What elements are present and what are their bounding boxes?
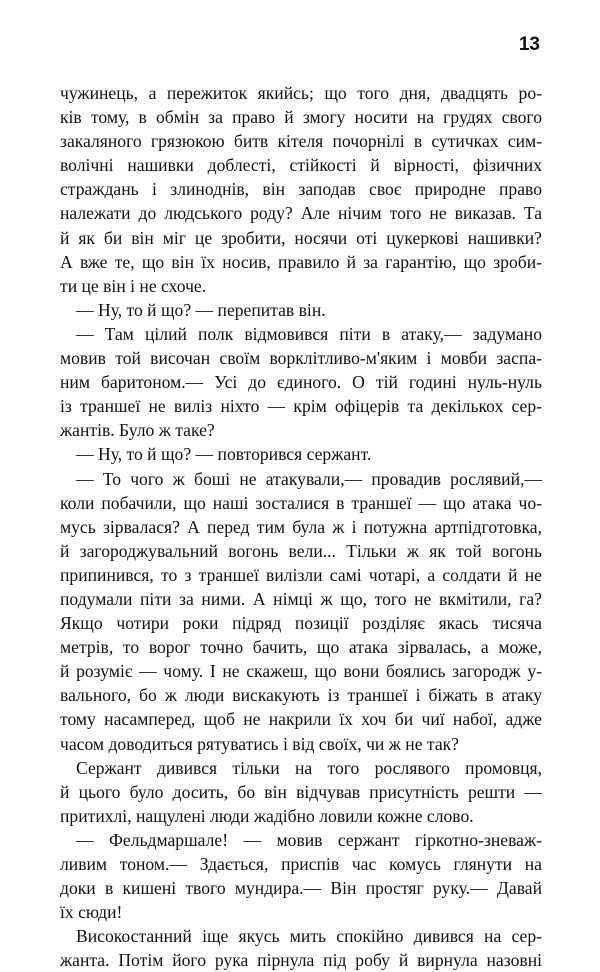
text-line: Високостанний іще якусь мить спокійно дивився на сер- — [76, 926, 542, 947]
text-line: й розуміє — чому. І не скажеш, що вони боялись загородж у- — [60, 661, 542, 682]
text-line: мусь зірвалася? А перед тим була ж і потужна артпідготовка, — [60, 516, 542, 537]
text-line: А вже те, що він їх носив, правило й за гарантію, що зроби- — [60, 251, 542, 272]
text-line: жантів. Було ж таке? — [60, 420, 215, 441]
text-line: ти це він і не схоче. — [60, 275, 207, 296]
text-line: мовив той височан своїм ворклітливо-м'яким і мовби заспа- — [60, 348, 542, 369]
text-line: подумали піти за ними. А німці ж що, того не вкмітили, га? — [60, 588, 542, 609]
text-line: й загороджувальний вогонь вели... Тільки ж як той вогонь — [60, 540, 542, 561]
text-line: страждань і злиноднів, він заподав своє природне право — [60, 179, 542, 200]
page-number: 13 — [518, 34, 540, 55]
text-line: вального, бо ж люди вискакують із траншеї і біжать в атаку — [60, 685, 542, 706]
text-line: закаляного грязюкою битв кітеля почорнілі в сутичках сим- — [60, 131, 542, 152]
text-line: — Там цілий полк відмовився піти в атаку,— задумано — [76, 323, 542, 344]
text-line: коли побачили, що наші зосталися в траншеї — що атака чо- — [60, 492, 542, 513]
text-line: їх сюди! — [60, 902, 123, 923]
text-line: й цього було досить, бо він відчував присутність решти — — [60, 781, 542, 802]
text-line: часом доводиться рятуватись і від своїх, чи ж не так? — [60, 733, 459, 754]
text-line: — Ну, то й що? — повторився сержант. — [76, 444, 372, 465]
text-line: припинився, то з траншеї вилізли самі чотарі, а солдати й не — [60, 564, 542, 585]
text-line: ним баритоном.— Усі до єдиного. О тій годині нуль-нуль — [60, 372, 542, 393]
text-line: Сержант дивився тільки на того рослявого промовця, — [76, 757, 542, 778]
text-line: притихлі, нащулені люди жадібно ловили кожне слово. — [60, 805, 474, 826]
body-text — [60, 81, 542, 972]
text-line: ливим тоном.— Здається, приспів час комусь глянути на — [60, 854, 542, 874]
text-line: жанта. Потім його рука пірнула під робу й вирнула назовні — [60, 950, 542, 971]
text-line: — Фельдмаршале! — мовив сержант гіркотно-зневаж- — [76, 829, 542, 850]
text-line: доки в кишені твого мундира.— Він простяг руку.— Давай — [60, 878, 542, 899]
text-line: метрів, то ворог точно бачить, що атака зірвалась, а може, — [60, 637, 542, 658]
text-line: й як би він міг це зробити, носячи оті цукеркові нашивки? — [60, 227, 542, 248]
text-line: — То чого ж боші не атакували,— провадив рослявий,— — [76, 468, 542, 489]
text-line: — Ну, то й що? — перепитав він. — [76, 299, 326, 320]
text-line: волічні нашивки доблесті, стійкості й вірності, фізичних — [60, 155, 542, 176]
text-line: ків тому, в обмін за право й змогу носити на грудях свого — [60, 107, 542, 128]
text-line: тому насамперед, щоб не накрили їх хоч би чиї набої, адже — [60, 709, 542, 730]
text-line: із траншеї не виліз ніхто — крім офіцерів та декількох сер- — [60, 396, 542, 417]
text-line: Якщо чотири роки підряд позиції розділяє якась тисяча — [60, 613, 542, 634]
text-line: належати до людського роду? Але нічим того не виказав. Та — [60, 203, 542, 224]
text-line: чужинець, а пережиток якийсь; що того дня, двадцять ро- — [60, 83, 542, 103]
